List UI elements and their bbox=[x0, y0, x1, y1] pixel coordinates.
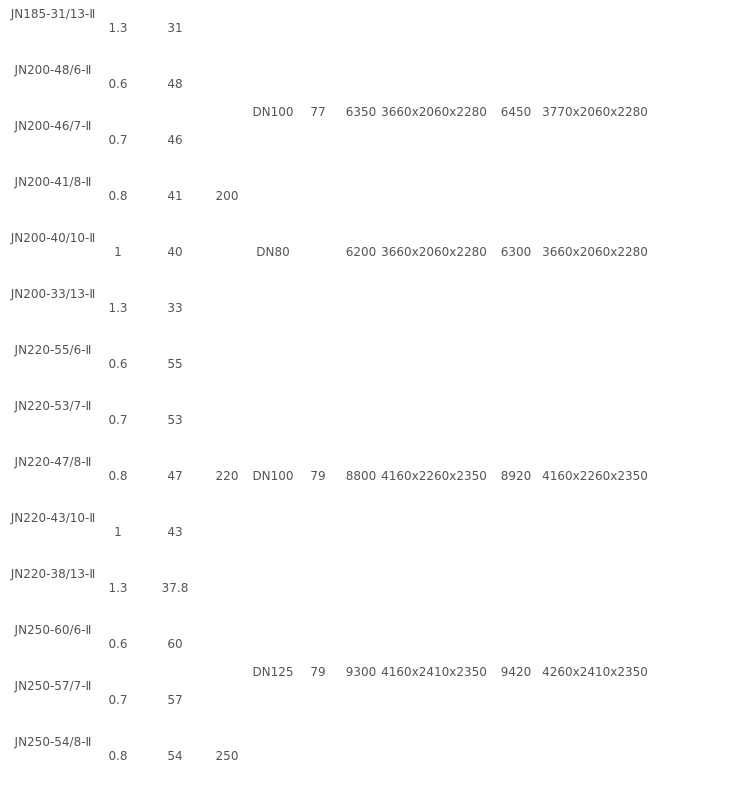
capacity-cell: 40 bbox=[167, 245, 183, 259]
model-cell: JN200-41/8-Ⅱ bbox=[14, 175, 92, 189]
dimensions2-cell: 4160x2260x2350 bbox=[542, 469, 648, 483]
model-cell: JN220-38/13-Ⅱ bbox=[10, 567, 96, 581]
model-cell: JN220-43/10-Ⅱ bbox=[10, 511, 96, 525]
pressure-cell: 1.3 bbox=[108, 301, 128, 315]
model-cell: JN200-40/10-Ⅱ bbox=[10, 231, 96, 245]
pressure-cell: 1.3 bbox=[108, 581, 128, 595]
model-cell: JN250-60/6-Ⅱ bbox=[14, 623, 92, 637]
weight-cell: 6350 bbox=[345, 105, 377, 119]
dimensions2-cell: 3660x2060x2280 bbox=[542, 245, 648, 259]
capacity-cell: 54 bbox=[167, 749, 183, 763]
outlet-cell: DN100 bbox=[252, 105, 294, 119]
pressure-cell: 0.8 bbox=[108, 749, 128, 763]
model-cell: JN220-53/7-Ⅱ bbox=[14, 399, 92, 413]
pressure-cell: 0.8 bbox=[108, 189, 128, 203]
model-cell: JN200-33/13-Ⅱ bbox=[10, 287, 96, 301]
power-cell: 220 bbox=[215, 469, 239, 483]
power-cell: 250 bbox=[215, 749, 239, 763]
capacity-cell: 53 bbox=[167, 413, 183, 427]
pressure-cell: 0.7 bbox=[108, 693, 128, 707]
pressure-cell: 1 bbox=[114, 245, 122, 259]
pressure-cell: 0.6 bbox=[108, 637, 128, 651]
model-cell: JN220-55/6-Ⅱ bbox=[14, 343, 92, 357]
dimensions-cell: 4160x2410x2350 bbox=[381, 665, 487, 679]
capacity-cell: 41 bbox=[167, 189, 183, 203]
pressure-cell: 0.8 bbox=[108, 469, 128, 483]
dimensions2-cell: 4260x2410x2350 bbox=[542, 665, 648, 679]
pressure-cell: 0.6 bbox=[108, 357, 128, 371]
model-cell: JN250-57/7-Ⅱ bbox=[14, 679, 92, 693]
weight-cell: 9300 bbox=[345, 665, 377, 679]
weight2-cell: 8920 bbox=[500, 469, 532, 483]
capacity-cell: 47 bbox=[167, 469, 183, 483]
dimensions-cell: 4160x2260x2350 bbox=[381, 469, 487, 483]
model-cell: JN185-31/13-Ⅱ bbox=[10, 7, 96, 21]
model-cell: JN220-47/8-Ⅱ bbox=[14, 455, 92, 469]
capacity-cell: 31 bbox=[167, 21, 183, 35]
pressure-cell: 1 bbox=[114, 525, 122, 539]
model-cell: JN200-46/7-Ⅱ bbox=[14, 119, 92, 133]
capacity-cell: 57 bbox=[167, 693, 183, 707]
dimensions-cell: 3660x2060x2280 bbox=[381, 245, 487, 259]
weight2-cell: 6450 bbox=[500, 105, 532, 119]
capacity-cell: 48 bbox=[167, 77, 183, 91]
weight2-cell: 9420 bbox=[500, 665, 532, 679]
pressure-cell: 1.3 bbox=[108, 21, 128, 35]
weight-cell: 6200 bbox=[345, 245, 377, 259]
capacity-cell: 37.8 bbox=[161, 581, 189, 595]
pressure-cell: 0.7 bbox=[108, 133, 128, 147]
model-cell: JN250-54/8-Ⅱ bbox=[14, 735, 92, 749]
capacity-cell: 33 bbox=[167, 301, 183, 315]
outlet-cell: DN100 bbox=[252, 469, 294, 483]
capacity-cell: 43 bbox=[167, 525, 183, 539]
capacity-cell: 55 bbox=[167, 357, 183, 371]
outlet-cell: DN125 bbox=[252, 665, 294, 679]
dimensions2-cell: 3770x2060x2280 bbox=[542, 105, 648, 119]
capacity-cell: 46 bbox=[167, 133, 183, 147]
noise-cell: 77 bbox=[310, 105, 326, 119]
noise-cell: 79 bbox=[310, 665, 326, 679]
capacity-cell: 60 bbox=[167, 637, 183, 651]
dimensions-cell: 3660x2060x2280 bbox=[381, 105, 487, 119]
weight2-cell: 6300 bbox=[500, 245, 532, 259]
power-cell: 200 bbox=[215, 189, 239, 203]
weight-cell: 8800 bbox=[345, 469, 377, 483]
noise-cell: 79 bbox=[310, 469, 326, 483]
pressure-cell: 0.7 bbox=[108, 413, 128, 427]
pressure-cell: 0.6 bbox=[108, 77, 128, 91]
model-cell: JN200-48/6-Ⅱ bbox=[14, 63, 92, 77]
outlet-cell: DN80 bbox=[256, 245, 290, 259]
